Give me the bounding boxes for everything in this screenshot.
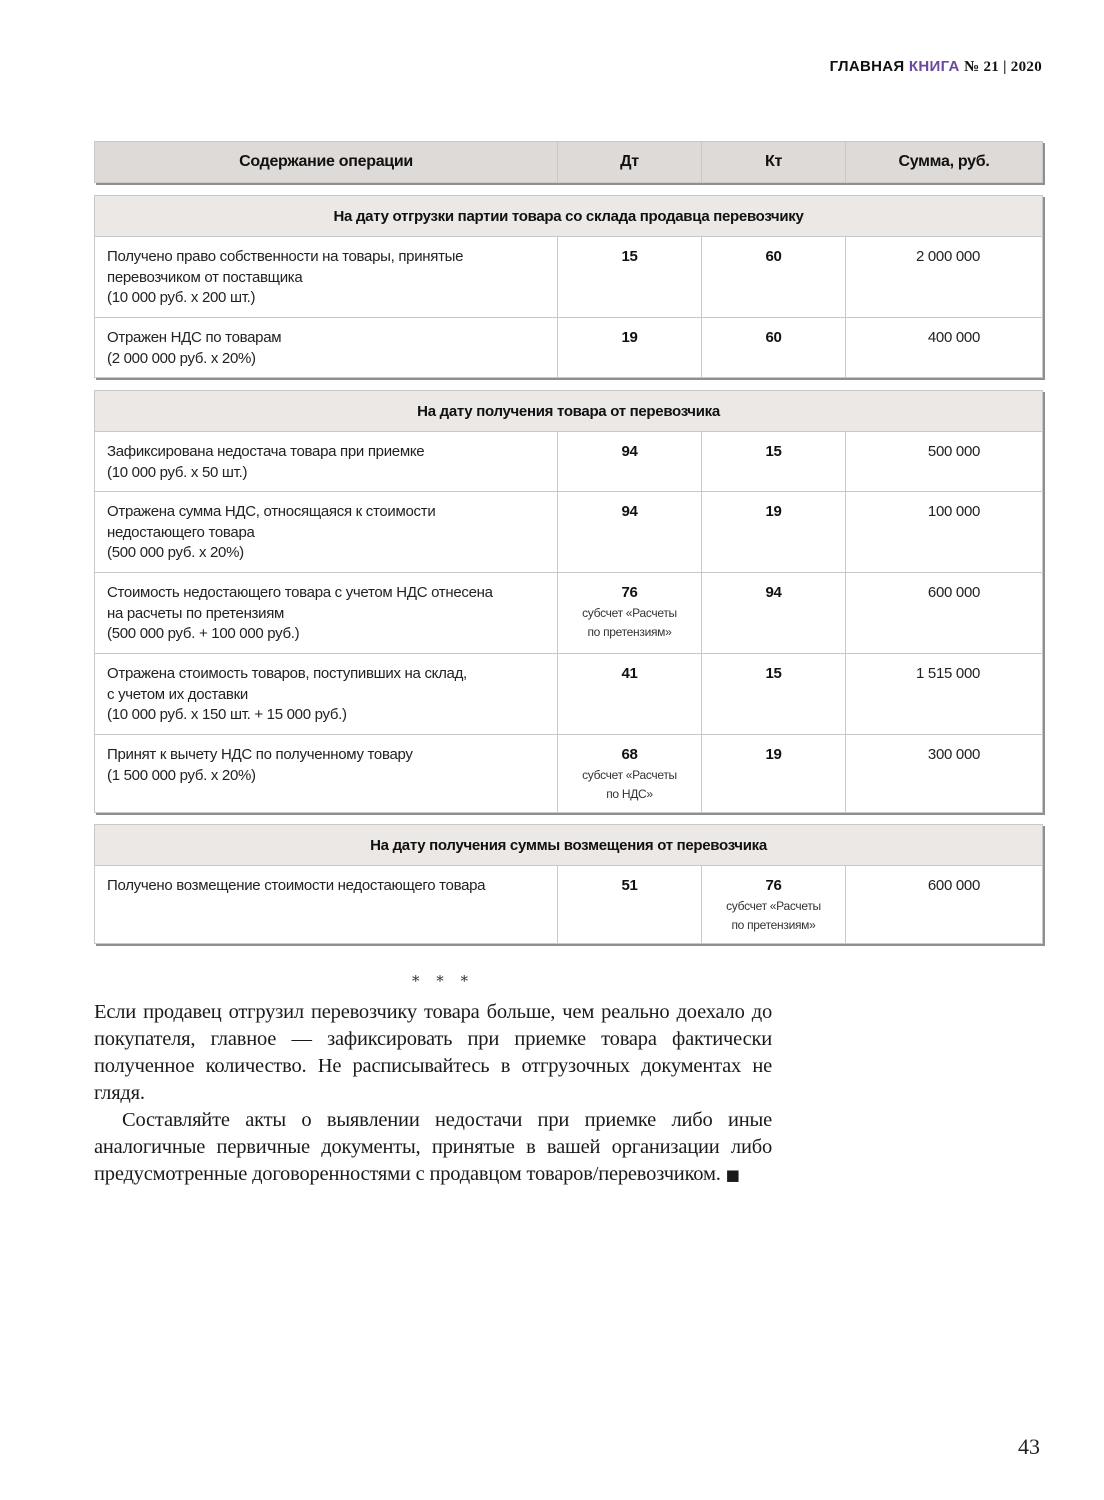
operation-text-line: Отражен НДС по товарам [107, 329, 282, 346]
column-header-row [95, 142, 1043, 183]
operation-cell [95, 654, 558, 735]
section-separator: * * * [412, 972, 475, 990]
debit-cell [558, 735, 702, 813]
credit-cell [702, 866, 846, 944]
credit-account: 94 [765, 584, 782, 601]
paragraph [94, 1107, 772, 1189]
operation-text-line: Стоимость недостающего товара с учетом НДС отнесена [107, 584, 493, 601]
credit-cell [702, 735, 846, 813]
table-row [95, 432, 1043, 492]
table-row [95, 866, 1043, 944]
operation-text-line: Отражена стоимость товаров, поступивших на склад, [107, 665, 467, 682]
credit-account: 19 [765, 503, 782, 520]
credit-subaccount-note: субсчет «Расчеты по претензиям» [726, 898, 821, 932]
debit-cell [558, 492, 702, 573]
column-header-table [94, 141, 1043, 183]
operation-text-line: Отражена сумма НДС, относящаяся к стоимости [107, 503, 436, 520]
debit-cell [558, 237, 702, 318]
section-table-shipment [94, 195, 1043, 378]
sum-cell: 600 000 [846, 573, 1043, 654]
operation-cell [95, 318, 558, 378]
credit-cell [702, 573, 846, 654]
section-table-receipt [94, 390, 1043, 813]
debit-account: 76 [621, 584, 638, 601]
end-of-article-square-icon: ■ [725, 1166, 740, 1184]
operation-cell [95, 573, 558, 654]
debit-cell [558, 318, 702, 378]
brand-name-part1: ГЛАВНАЯ [829, 58, 905, 75]
debit-cell [558, 654, 702, 735]
operation-text-line: недостающего товара [107, 523, 255, 541]
operation-cell [95, 492, 558, 573]
operation-text-line: Получено право собственности на товары, принятые [107, 248, 464, 265]
credit-cell [702, 318, 846, 378]
debit-account: 41 [621, 665, 638, 682]
debit-subaccount-note: субсчет «Расчеты по НДС» [582, 767, 677, 801]
sum-cell: 300 000 [846, 735, 1043, 813]
sum-cell: 100 000 [846, 492, 1043, 573]
section-title: На дату получения товара от перевозчика [95, 391, 1043, 432]
column-header-sum: Сумма, руб. [846, 142, 1043, 183]
operation-text-line: (10 000 руб. х 200 шт.) [107, 289, 256, 306]
magazine-header [830, 58, 1042, 76]
credit-account: 76 [765, 877, 782, 894]
section-table-reimbursement [94, 824, 1043, 944]
debit-account: 51 [621, 877, 638, 894]
section-title: На дату отгрузки партии товара со склада продавца перевозчику [95, 196, 1043, 237]
debit-account: 15 [621, 248, 638, 265]
debit-cell [558, 573, 702, 654]
credit-account: 19 [765, 746, 782, 763]
operation-text-line: Принят к вычету НДС по полученному товару [107, 746, 413, 763]
paragraph: Если продавец отгрузил перевозчику товара больше, чем реально доехало до покупателя, главное — зафиксировать при приемке товара фактически полученное количество. Не расписывайтесь в отгрузочных документах не глядя. [94, 1001, 772, 1104]
section-title: На дату получения суммы возмещения от перевозчика [95, 825, 1043, 866]
table-row [95, 735, 1043, 813]
debit-subaccount-note: субсчет «Расчеты по претензиям» [582, 605, 677, 639]
credit-account: 60 [765, 248, 782, 265]
operation-text-line: (1 500 000 руб. х 20%) [107, 766, 256, 784]
table-row [95, 237, 1043, 318]
debit-account: 94 [621, 503, 638, 520]
credit-cell [702, 492, 846, 573]
table-row [95, 654, 1043, 735]
debit-cell [558, 866, 702, 944]
operation-text-line: Получено возмещение стоимости недостающего товара [107, 877, 486, 894]
sum-cell: 500 000 [846, 432, 1043, 492]
brand-name-part2: КНИГА [908, 58, 960, 75]
debit-account: 19 [621, 329, 638, 346]
operation-text-line: с учетом их доставки [107, 685, 248, 703]
operation-cell [95, 866, 558, 944]
operation-cell [95, 432, 558, 492]
article-body [94, 999, 772, 1189]
operation-cell [95, 237, 558, 318]
column-header-debit: Дт [558, 142, 702, 183]
operation-text-line: Зафиксирована недостача товара при приемке [107, 443, 425, 460]
page-number: 43 [1018, 1434, 1040, 1459]
issue-number: № 21 | 2020 [964, 59, 1042, 75]
credit-cell [702, 237, 846, 318]
paragraph-text: Составляйте акты о выявлении недостачи при приемке либо иные аналогичные первичные документы, принятые в вашей организации либо предусмотренные договоренностями с продавцом товаров/перевозчиком. [94, 1109, 772, 1185]
debit-account: 94 [621, 443, 638, 460]
credit-cell [702, 654, 846, 735]
operation-text-line: (10 000 руб. х 50 шт.) [107, 463, 248, 481]
table-row [95, 573, 1043, 654]
operation-text-line: (500 000 руб. + 100 000 руб.) [107, 625, 300, 642]
operation-text-line: на расчеты по претензиям [107, 604, 285, 622]
sum-cell: 2 000 000 [846, 237, 1043, 318]
table-row [95, 492, 1043, 573]
sum-cell: 400 000 [846, 318, 1043, 378]
operation-text-line: (2 000 000 руб. х 20%) [107, 349, 256, 367]
operation-text-line: перевозчиком от поставщика [107, 268, 303, 286]
credit-cell [702, 432, 846, 492]
operation-text-line: (10 000 руб. х 150 шт. + 15 000 руб.) [107, 706, 347, 723]
sum-cell: 1 515 000 [846, 654, 1043, 735]
operation-cell [95, 735, 558, 813]
table-row [95, 318, 1043, 378]
credit-account: 60 [765, 329, 782, 346]
debit-cell [558, 432, 702, 492]
credit-account: 15 [765, 443, 782, 460]
column-header-credit: Кт [702, 142, 846, 183]
column-header-operation: Содержание операции [95, 142, 558, 183]
sum-cell: 600 000 [846, 866, 1043, 944]
debit-account: 68 [621, 746, 638, 763]
credit-account: 15 [765, 665, 782, 682]
operation-text-line: (500 000 руб. х 20%) [107, 544, 244, 561]
